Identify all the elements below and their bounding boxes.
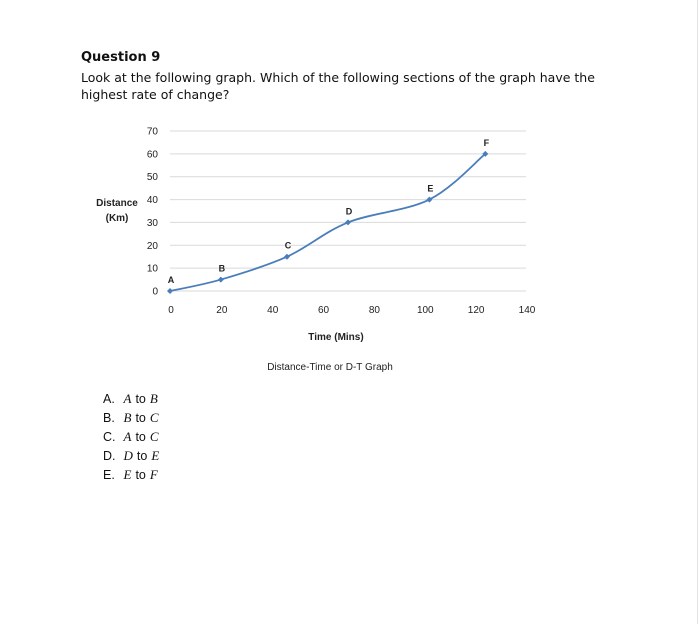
x-tick-label: 0 bbox=[168, 305, 174, 316]
data-point-label: D bbox=[345, 206, 353, 217]
option-to-word: to bbox=[135, 411, 146, 425]
data-point-marker bbox=[218, 277, 224, 283]
x-tick-label: 140 bbox=[518, 305, 536, 316]
data-point-label: E bbox=[427, 183, 434, 194]
question-title: Question 9 bbox=[81, 50, 161, 65]
option-letter: C. bbox=[103, 430, 116, 444]
option-to: F bbox=[149, 467, 158, 482]
option-from: E bbox=[123, 467, 132, 482]
option-letter: E. bbox=[103, 468, 115, 482]
chart-title: Distance-Time or D-T Graph bbox=[267, 362, 393, 373]
answer-option[interactable] bbox=[103, 465, 159, 484]
option-letter: B. bbox=[103, 411, 115, 425]
chart-data-points bbox=[167, 138, 490, 294]
option-to: C bbox=[149, 429, 159, 444]
option-from: B bbox=[123, 410, 132, 425]
data-point-marker bbox=[167, 288, 173, 294]
data-point-label: F bbox=[483, 137, 490, 148]
option-letter: D. bbox=[103, 449, 116, 463]
data-point-marker bbox=[284, 254, 290, 260]
data-point-label: C bbox=[284, 240, 292, 251]
y-axis-label-line2: (Km) bbox=[105, 213, 129, 224]
y-tick-label: 40 bbox=[146, 195, 158, 207]
x-tick-label: 20 bbox=[216, 305, 228, 316]
chart-tick-labels bbox=[147, 127, 536, 317]
x-tick-label: 120 bbox=[467, 305, 485, 316]
data-point-label: B bbox=[218, 263, 226, 274]
answer-option[interactable] bbox=[103, 408, 159, 427]
x-tick-label: 40 bbox=[267, 305, 279, 316]
x-tick-label: 100 bbox=[416, 305, 434, 316]
data-point-marker bbox=[345, 219, 351, 225]
data-point-label: A bbox=[167, 275, 175, 285]
y-axis-label-line1: Distance bbox=[96, 198, 138, 209]
option-from: A bbox=[123, 429, 132, 444]
y-tick-label: 0 bbox=[152, 286, 158, 298]
y-tick-label: 60 bbox=[146, 149, 158, 161]
option-to-word: to bbox=[135, 430, 146, 444]
answer-option[interactable] bbox=[103, 427, 159, 446]
y-tick-label: 50 bbox=[146, 172, 158, 184]
question-text: Look at the following graph. Which of the following sections of the graph have the highest rate of change? bbox=[81, 70, 595, 102]
option-to-word: to bbox=[135, 468, 146, 482]
x-axis-label: Time (Mins) bbox=[308, 332, 364, 343]
option-to-word: to bbox=[135, 392, 146, 406]
answer-option[interactable] bbox=[103, 446, 159, 465]
option-letter: A. bbox=[103, 392, 115, 406]
option-to: B bbox=[149, 391, 158, 406]
x-tick-label: 60 bbox=[318, 305, 330, 316]
option-from: D bbox=[123, 448, 133, 463]
answer-option[interactable] bbox=[103, 389, 159, 408]
option-to: E bbox=[151, 448, 160, 463]
x-tick-label: 80 bbox=[368, 305, 380, 316]
y-tick-label: 30 bbox=[146, 217, 158, 229]
answer-options bbox=[103, 389, 159, 484]
y-tick-label: 20 bbox=[146, 240, 158, 252]
option-to-word: to bbox=[136, 449, 148, 463]
option-from: A bbox=[123, 391, 132, 406]
y-tick-label: 70 bbox=[146, 126, 158, 138]
option-to: C bbox=[149, 410, 159, 425]
y-tick-label: 10 bbox=[146, 263, 158, 275]
